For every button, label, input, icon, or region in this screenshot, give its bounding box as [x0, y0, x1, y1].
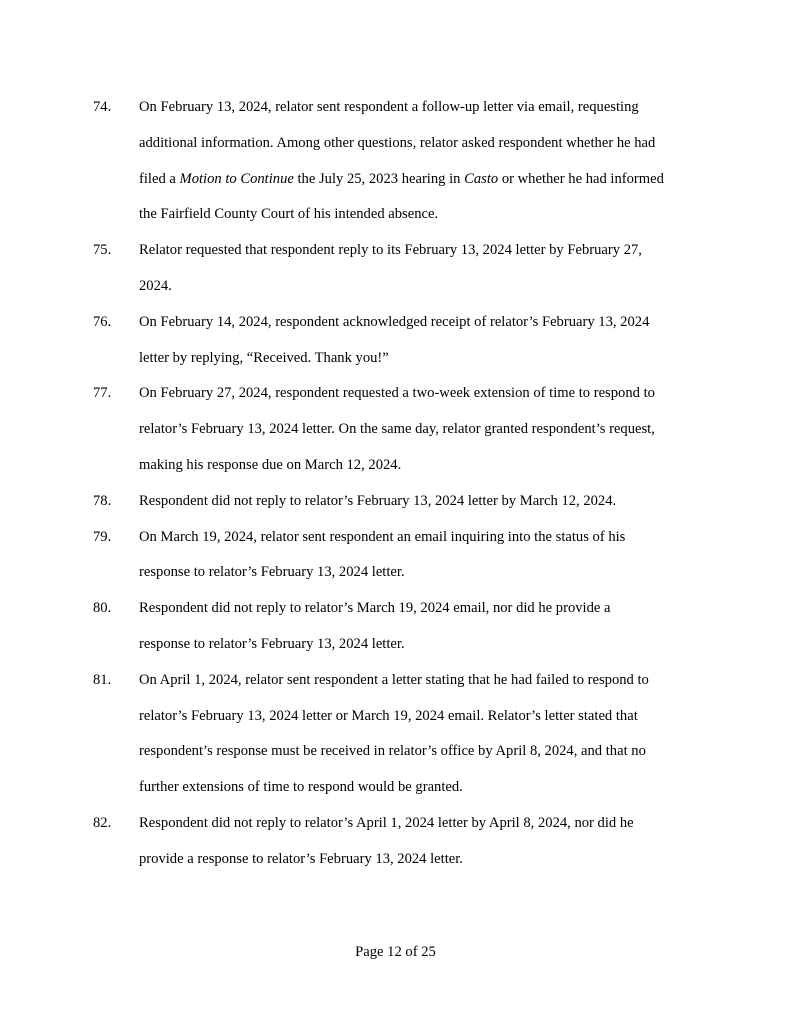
text-run: On April 1, 2024, relator sent respondent a letter stating that he had failed to respond to [139, 671, 649, 688]
text-line [139, 90, 719, 126]
text-line [139, 269, 719, 305]
text-line [139, 591, 719, 627]
paragraph-number: 74. [93, 99, 112, 115]
paragraph-text [139, 376, 719, 483]
paragraph-number: 81. [93, 671, 112, 688]
text-run: the Fairfield County Court of his intended absence. [139, 206, 439, 223]
text-run: provide a response to relator’s February 13, 2024 letter. [139, 850, 463, 867]
paragraph-number: 80. [93, 600, 112, 617]
paragraph-number: 77. [93, 385, 112, 402]
paragraph [0, 663, 791, 806]
text-line [139, 555, 719, 591]
text-line [139, 520, 719, 556]
paragraph [0, 806, 791, 878]
text-line [139, 699, 719, 735]
paragraph [0, 591, 791, 663]
paragraph-number: 82. [93, 814, 112, 831]
paragraph-text [139, 305, 719, 377]
text-run: 2024. [139, 277, 172, 294]
text-line [139, 197, 719, 233]
text-run: Relator requested that respondent reply to its February 13, 2024 letter by February 27, [139, 242, 642, 259]
text-run: the July 25, 2023 hearing in [293, 170, 465, 187]
text-line [139, 627, 719, 663]
text-run: On March 19, 2024, relator sent respondent an email inquiring into the status of his [139, 528, 626, 545]
text-run: or whether he had informed [498, 170, 664, 187]
numbered-paragraphs [0, 90, 791, 878]
italic-text-run: Motion to Continue [179, 170, 294, 187]
page-number: Page 12 of 25 [355, 944, 436, 960]
text-run: respondent’s response must be received in relator’s office by April 8, 2024, and that no [139, 743, 646, 760]
paragraph [0, 305, 791, 377]
text-run: On February 27, 2024, respondent requested a two-week extension of time to respond to [139, 385, 655, 402]
text-run: making his response due on March 12, 2024. [139, 456, 402, 473]
text-run: relator’s February 13, 2024 letter. On the same day, relator granted respondent’s request, [139, 421, 655, 438]
text-run: further extensions of time to respond would be granted. [139, 779, 463, 796]
text-run: response to relator’s February 13, 2024 letter. [139, 564, 405, 581]
text-run: response to relator’s February 13, 2024 letter. [139, 635, 405, 652]
text-run: Respondent did not reply to relator’s March 19, 2024 email, nor did he provide a [139, 600, 611, 617]
paragraph-number: 75. [93, 242, 112, 259]
text-line [139, 734, 719, 770]
paragraph-text [139, 591, 719, 663]
paragraph-text [139, 484, 719, 520]
text-line [139, 126, 719, 162]
paragraph [0, 233, 791, 305]
text-run: additional information. Among other questions, relator asked respondent whether he had [139, 134, 656, 151]
text-line [139, 448, 719, 484]
text-line [139, 484, 719, 520]
paragraph-text [139, 90, 719, 233]
text-run: letter by replying, “Received. Thank you!” [139, 349, 389, 366]
text-line [139, 341, 719, 377]
italic-text-run: Casto [464, 170, 499, 187]
text-line [139, 842, 719, 878]
text-line [139, 376, 719, 412]
text-run: relator’s February 13, 2024 letter or March 19, 2024 email. Relator’s letter stated that [139, 707, 638, 724]
text-line [139, 305, 719, 341]
paragraph [0, 484, 791, 520]
text-line [139, 806, 719, 842]
text-line [139, 663, 719, 699]
text-line [139, 162, 719, 198]
paragraph-text [139, 806, 719, 878]
text-run: Respondent did not reply to relator’s April 1, 2024 letter by April 8, 2024, nor did he [139, 814, 634, 831]
text-run: On February 14, 2024, respondent acknowledged receipt of relator’s February 13, 2024 [139, 313, 650, 330]
paragraph-number: 76. [93, 313, 112, 330]
text-run: On February 13, 2024, relator sent respondent a follow-up letter via email, requesting [139, 99, 639, 115]
text-line [139, 233, 719, 269]
text-run: Respondent did not reply to relator’s February 13, 2024 letter by March 12, 2024. [139, 492, 617, 509]
paragraph-number: 79. [93, 528, 112, 545]
text-line [139, 770, 719, 806]
paragraph [0, 520, 791, 592]
text-line [139, 412, 719, 448]
paragraph-number: 78. [93, 492, 112, 509]
page-footer [0, 938, 791, 966]
paragraph [0, 376, 791, 483]
paragraph-text [139, 233, 719, 305]
text-run: filed a [139, 170, 180, 187]
paragraph-text [139, 520, 719, 592]
paragraph-text [139, 663, 719, 806]
paragraph [0, 90, 791, 233]
